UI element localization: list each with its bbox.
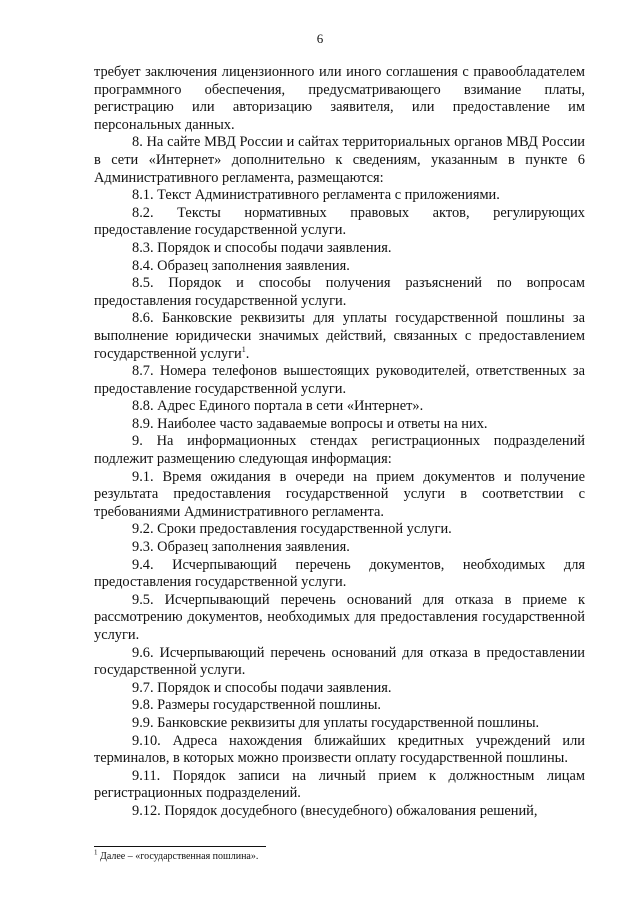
paragraph-8-8 — [94, 398, 585, 416]
paragraph-9-9 — [94, 715, 585, 733]
paragraph-8-2 — [94, 205, 585, 240]
paragraph-8-9 — [94, 416, 585, 434]
footnote — [94, 848, 585, 863]
paragraph-text: 8.7. Номера телефонов вышестоящих руководителей, ответственных за предоставление государственной услуги. — [94, 363, 585, 397]
paragraph-text: 9.8. Размеры государственной пошлины. — [132, 697, 381, 714]
paragraph-text: 8.3. Порядок и способы подачи заявления. — [132, 239, 392, 256]
paragraph-9 — [94, 433, 585, 468]
paragraph-8-1 — [94, 187, 585, 205]
paragraph-text: 9.2. Сроки предоставления государственной услуги. — [132, 521, 452, 538]
paragraph-text: 9.3. Образец заполнения заявления. — [132, 539, 350, 556]
paragraph-text: 9.5. Исчерпывающий перечень оснований для отказа в приеме к рассмотрению документов, необходимых для предоставления государственной услуги. — [94, 591, 585, 643]
paragraph-text: 8.1. Текст Административного регламента с приложениями. — [132, 187, 500, 204]
paragraph-9-1 — [94, 469, 585, 522]
paragraph-text: 9.12. Порядок досудебного (внесудебного) обжалования решений, — [132, 802, 538, 819]
paragraph-9-10 — [94, 733, 585, 768]
paragraph-9-3 — [94, 539, 585, 557]
paragraph-text: 8.6. Банковские реквизиты для уплаты государственной пошлины за выполнение юридически значимых действий, связанных с предоставлением государственной услуги — [94, 310, 585, 362]
paragraph-text: 9.4. Исчерпывающий перечень документов, необходимых для предоставления государственной услуги. — [94, 556, 585, 591]
paragraph-text: 9.10. Адреса нахождения ближайших кредитных учреждений или терминалов, в которых можно произвести оплату государственной пошлины. — [94, 732, 585, 767]
paragraph-8-3 — [94, 240, 585, 258]
page-number: 6 — [316, 31, 324, 46]
paragraph-8 — [94, 134, 585, 187]
footnote-reference: 1 — [241, 344, 246, 354]
paragraph-9-7 — [94, 680, 585, 698]
footnote-mark: 1 — [94, 848, 98, 857]
paragraph-9-4 — [94, 557, 585, 592]
paragraph-text: требует заключения лицензионного или иного соглашения с правообладателем программного обеспечения, предусматривающего взимание платы, регистрацию или авторизацию заявителя, или предоставление им персональных данных. — [94, 64, 585, 133]
paragraph-8-7 — [94, 363, 585, 398]
paragraph-text: 8.4. Образец заполнения заявления. — [132, 257, 350, 274]
paragraph-text: 9.7. Порядок и способы подачи заявления. — [132, 679, 392, 696]
paragraph-8-4 — [94, 258, 585, 276]
paragraph-9-2 — [94, 521, 585, 539]
paragraph-text: 8.8. Адрес Единого портала в сети «Интернет». — [132, 398, 424, 415]
paragraph-text: 8.2. Тексты нормативных правовых актов, регулирующих предоставление государственной услуги. — [94, 204, 585, 239]
footnote-divider — [94, 846, 266, 847]
paragraph-text: 9. На информационных стендах регистрационных подразделений подлежит размещению следующая информация: — [94, 433, 585, 468]
paragraph-9-5 — [94, 592, 585, 645]
paragraph-8-5 — [94, 275, 585, 310]
paragraph-text: 9.6. Исчерпывающий перечень оснований для отказа в предоставлении государственной услуги. — [94, 644, 585, 679]
paragraph-9-8 — [94, 697, 585, 715]
paragraph-text: 9.9. Банковские реквизиты для уплаты государственной пошлины. — [132, 714, 540, 731]
paragraph-text: 9.1. Время ожидания в очереди на прием документов и получение результата предоставления государственной услуги в соответствии с требованиями Административного регламента. — [94, 468, 585, 520]
paragraph-9-12 — [94, 803, 585, 821]
footnote-text: Далее – «государственная пошлина». — [100, 851, 259, 862]
paragraph-9-6 — [94, 645, 585, 680]
document-body — [94, 64, 585, 821]
paragraph-8-6: 8.6. Банковские реквизиты для уплаты государственной пошлины за выполнение юридически значимых действий, связанных с предоставлением государственной услуги$^1$. — [94, 310, 585, 362]
paragraph-cont — [94, 64, 585, 134]
paragraph-9-11 — [94, 768, 585, 803]
paragraph-text: 8. На сайте МВД России и сайтах территориальных органов МВД России в сети «Интернет» дополнительно к сведениям, указанным в пункте 6 Административного регламента, размещаются: — [94, 134, 585, 186]
paragraph-text: 8.5. Порядок и способы получения разъяснений по вопросам предоставления государственной услуги. — [94, 275, 585, 309]
paragraph-text: 8.9. Наиболее часто задаваемые вопросы и ответы на них. — [132, 415, 488, 432]
paragraph-text: 9.11. Порядок записи на личный прием к должностным лицам регистрационных подразделений. — [94, 767, 585, 802]
